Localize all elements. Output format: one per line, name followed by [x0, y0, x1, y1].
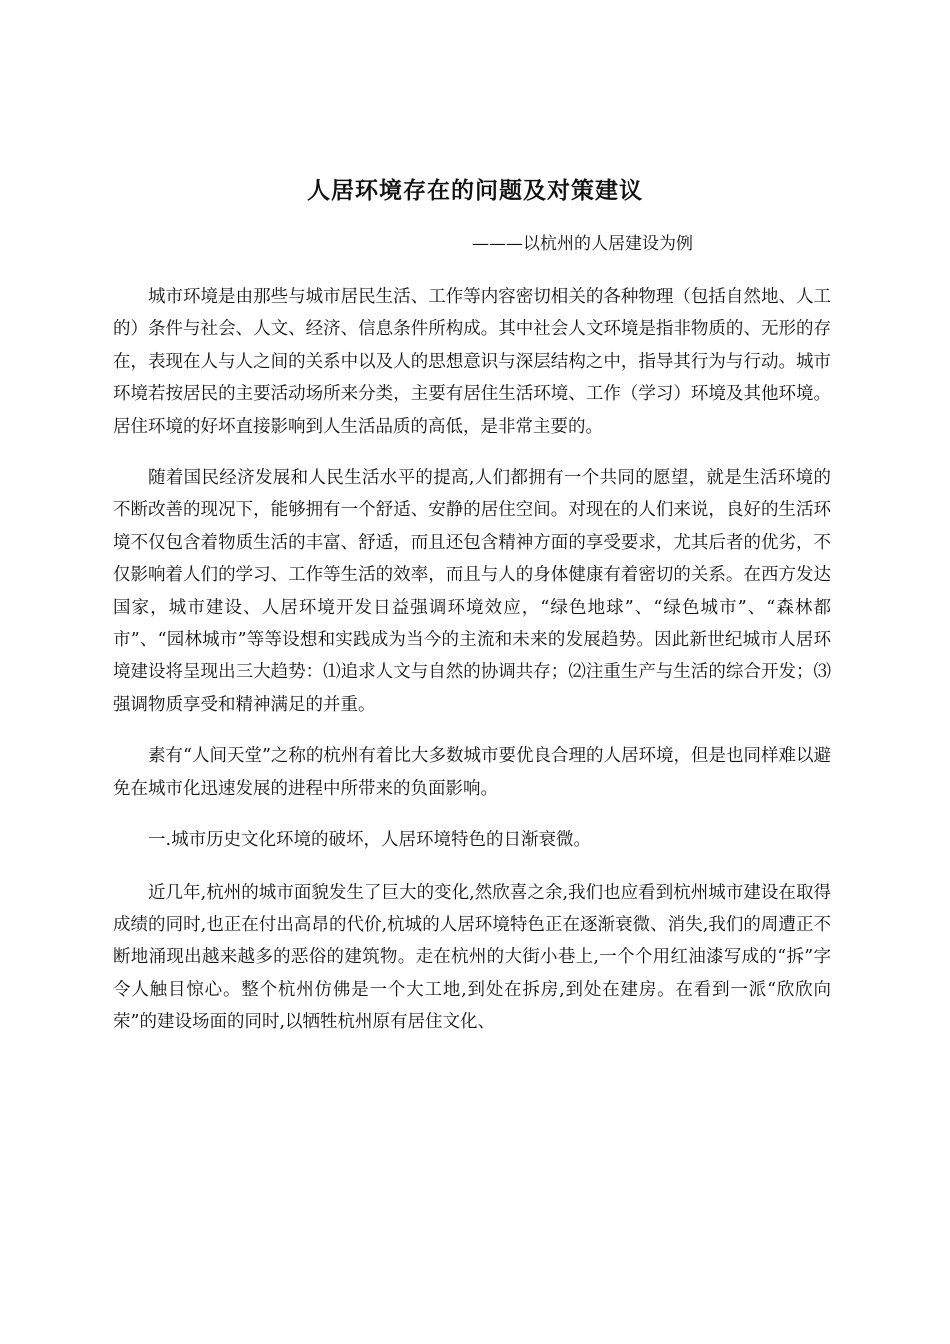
document-title: 人居环境存在的问题及对策建议: [307, 177, 643, 204]
paragraph-urban-environment: 城市环境是由那些与城市居民生活、工作等内容密切相关的各种物理（包括自然地、人工的）条件与社会、人文、经济、信息条件所构成。其中社会人文环境是指非物质的、无形的存在，表现在人与人之间的关系中以及人的思想意识与深层结构之中，指导其行为与行动。城市环境若按居民的主要活动场所来分类，主要有居住生活环境、工作（学习）环境及其他环境。居住环境的好坏直接影响到人生活品质的高低，是非常主要的。: [113, 287, 831, 437]
document-body: [113, 281, 831, 1058]
paragraph-hangzhou-changes: 近几年,杭州的城市面貌发生了巨大的变化,然欣喜之余,我们也应看到杭州城市建设在取得成绩的同时,也正在付出高昂的代价,杭城的人居环境特色正在逐渐衰微、消失,我们的周遭正不断地涌现出越来越多的恶俗的建筑物。走在杭州的大街小巷上,一个个用红油漆写成的“拆”字令人触目惊心。整个杭州仿佛是一个大工地,到处在拆房,到处在建房。在看到一派“欣欣向荣”的建设场面的同时,以牺牲杭州原有居住文化、: [113, 882, 831, 1033]
paragraph-hangzhou-intro: 素有“人间天堂”之称的杭州有着比大多数城市要优良合理的人居环境，但是也同样难以避免在城市化迅速发展的进程中所带来的负面影响。: [113, 746, 831, 799]
paragraph-living-standards: 随着国民经济发展和人民生活水平的提高,人们都拥有一个共同的愿望，就是生活环境的不断改善的现况下，能够拥有一个舒适、安静的居住空间。对现在的人们来说，良好的生活环境不仅包含着物质生活的丰富、舒适，而且还包含精神方面的享受要求，尤其后者的优劣，不仅影响着人们的学习、工作等生活的效率，而且与人的身体健康有着密切的关系。在西方发达国家，城市建设、人居环境开发日益强调环境效应，“绿色地球”、“绿色城市”、“森林都市”、“园林城市”等等设想和实践成为当今的主流和未来的发展趋势。因此新世纪城市人居环境建设将呈现出三大趋势：⑴追求人文与自然的协调共存；⑵注重生产与生活的综合开发；⑶强调物质享受和精神满足的并重。: [113, 468, 831, 715]
section-heading-1: 一.城市历史文化环境的破坏，人居环境特色的日渐衰微。: [148, 830, 592, 851]
document-subtitle: ———以杭州的人居建设为例: [472, 234, 693, 254]
